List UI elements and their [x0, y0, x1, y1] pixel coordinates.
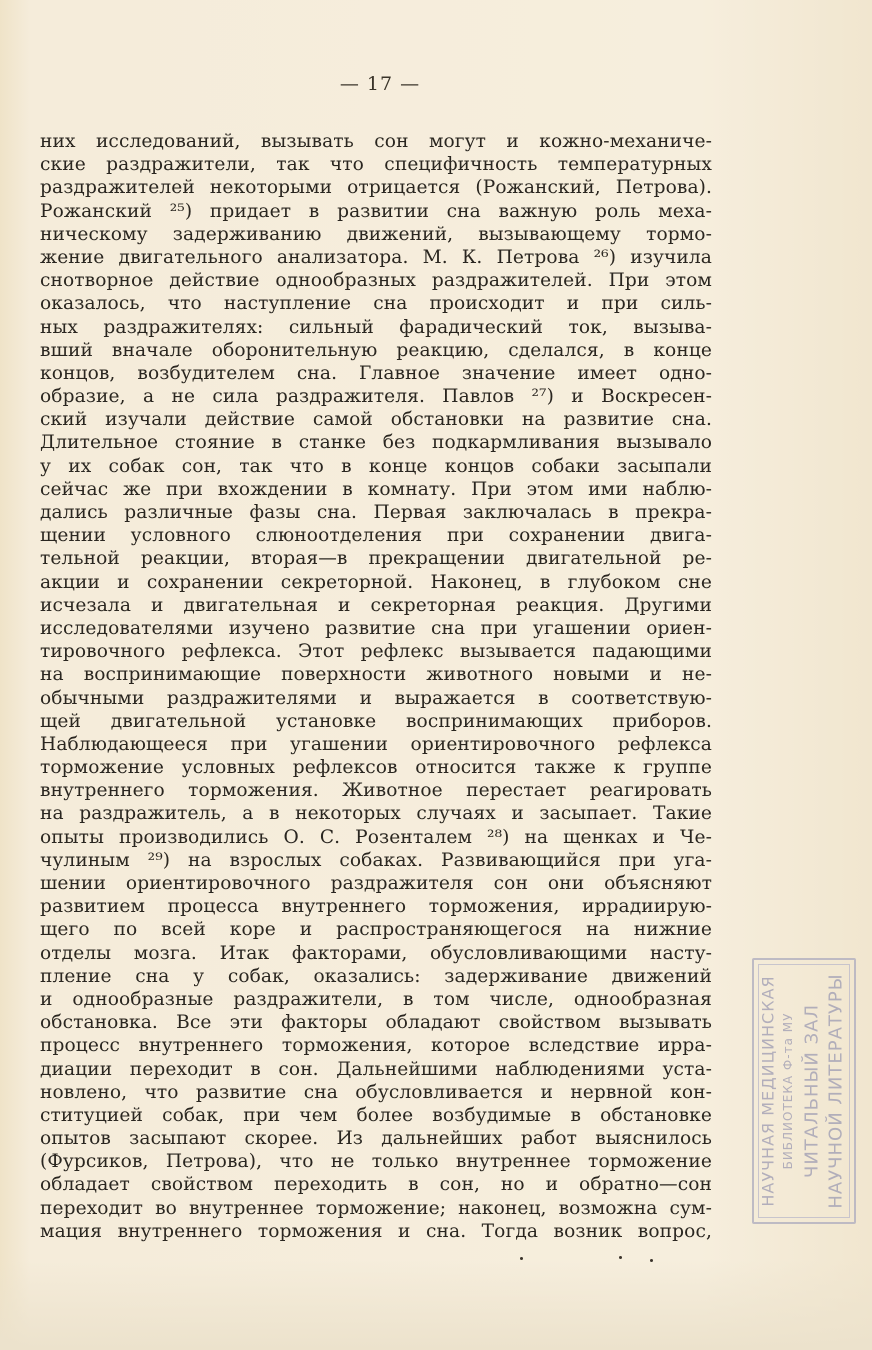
stamp-line-4: НАУЧНОЙ ЛИТЕРАТУРЫ	[825, 973, 847, 1209]
text-line: переходит во внутреннее торможение; наконец, возможна сум-	[40, 1197, 712, 1219]
text-line: ституцией собак, при чем более возбудимые в обстановке	[40, 1104, 712, 1126]
text-line: оказалось, что наступление сна происходит и при силь-	[40, 293, 712, 315]
text-line: у их собак сон, так что в конце концов собаки засыпали	[40, 455, 712, 477]
text-line: отделы мозга. Итак факторами, обусловливающими насту-	[40, 942, 712, 964]
text-line: щении условного слюноотделения при сохранении двига-	[40, 525, 712, 547]
text-line: на раздражитель, а в некоторых случаях и засыпает. Такие	[40, 803, 712, 825]
text-line: раздражителей некоторыми отрицается (Рожанский, Петрова).	[40, 177, 712, 199]
text-line: дались различные фазы сна. Первая заключалась в прекра-	[40, 502, 712, 523]
text-line: них исследований, вызывать сон могут и кожно-механиче-	[40, 131, 712, 152]
text-line: (Фурсиков, Петрова), что не только внутреннее торможение	[40, 1151, 712, 1173]
text-line: опытов засыпают скорее. Из дальнейших работ выяснилось	[40, 1128, 712, 1150]
text-line: снотворное действие однообразных раздражителей. При этом	[40, 270, 712, 292]
text-line: опыты производились О. С. Розенталем ²⁸) на щенках и Че-	[40, 826, 712, 848]
text-line: щей двигательной установке воспринимающих приборов.	[40, 710, 712, 732]
stamp-line-1: НАУЧНАЯ МЕДИЦИНСКАЯ	[758, 975, 778, 1207]
print-speck	[650, 1259, 653, 1262]
text-line: торможение условных рефлексов относится также к группе	[40, 757, 712, 779]
text-line: развитием процесса внутреннего торможения, иррадиирую-	[40, 896, 712, 918]
text-line: сейчас же при вхождении в комнату. При этом ими наблю-	[40, 478, 712, 500]
stamp-line-3: ЧИТАЛЬНЫЙ ЗАЛ	[801, 1004, 823, 1178]
text-line: чулиным ²⁹) на взрослых собаках. Развивающийся при уга-	[40, 849, 712, 871]
text-line: тировочного рефлекса. Этот рефлекс вызывается падающими	[40, 641, 712, 663]
text-line: вший вначале оборонительную реакцию, сделался, в конце	[40, 339, 712, 361]
text-line: ных раздражителях: сильный фарадический ток, вызыва-	[40, 316, 712, 338]
stamp-line-2: БИБЛИОТЕКА Ф-та МУ	[781, 1012, 795, 1170]
text-line: процесс внутреннего торможения, которое вследствие ирра-	[40, 1035, 712, 1057]
text-line: Рожанский ²⁵) придает в развитии сна важную роль меха-	[40, 200, 712, 222]
text-line: на воспринимающие поверхности животного новыми и не-	[40, 664, 712, 686]
text-line: обладает свойством переходить в сон, но и обратно—сон	[40, 1174, 712, 1196]
text-line: жение двигательного анализатора. М. К. Петрова ²⁶) изучила	[40, 246, 712, 268]
text-line: пление сна у собак, оказались: задерживание движений	[40, 965, 712, 987]
text-line: шении ориентировочного раздражителя сон они объясняют	[40, 873, 712, 894]
library-stamp	[752, 958, 856, 1224]
page-bottom-shading	[0, 1260, 872, 1350]
text-line: мация внутреннего торможения и сна. Тогда возник вопрос,	[40, 1220, 712, 1242]
text-line: обычными раздражителями и выражается в соответствую-	[40, 687, 712, 709]
text-line: концов, возбудителем сна. Главное значение имеет одно-	[40, 362, 712, 384]
text-line: исследователями изучено развитие сна при угашении ориен-	[40, 617, 712, 639]
text-line: внутреннего торможения. Животное перестает реагировать	[40, 780, 712, 802]
text-line: тельной реакции, вторая—в прекращении двигательной ре-	[40, 548, 712, 570]
text-line: и однообразные раздражители, в том числе, однообразная	[40, 988, 712, 1010]
body-text	[40, 130, 712, 1243]
text-line: ническому задерживанию движений, вызывающему тормо-	[40, 223, 712, 245]
text-line: исчезала и двигательная и секреторная реакция. Другими	[40, 594, 712, 616]
text-line: новлено, что развитие сна обусловливается и нервной кон-	[40, 1081, 712, 1103]
text-line: образие, а не сила раздражителя. Павлов ²⁷) и Воскресен-	[40, 386, 712, 408]
text-line: щего по всей коре и распространяющегося на нижние	[40, 919, 712, 941]
text-line: ский изучали действие самой обстановки на развитие сна.	[40, 409, 712, 431]
page-number: — 17 —	[339, 73, 421, 95]
print-speck	[520, 1257, 523, 1260]
text-line: обстановка. Все эти факторы обладают свойством вызывать	[40, 1012, 712, 1034]
text-line: ские раздражители, так что специфичность температурных	[40, 154, 712, 176]
text-line: акции и сохранении секреторной. Наконец, в глубоком сне	[40, 571, 712, 593]
text-line: Длительное стояние в станке без подкармливания вызывало	[40, 432, 712, 454]
text-line: диации переходит в сон. Дальнейшими наблюдениями уста-	[40, 1058, 712, 1080]
text-line: Наблюдающееся при угашении ориентировочного рефлекса	[40, 733, 712, 755]
print-speck	[619, 1256, 622, 1259]
